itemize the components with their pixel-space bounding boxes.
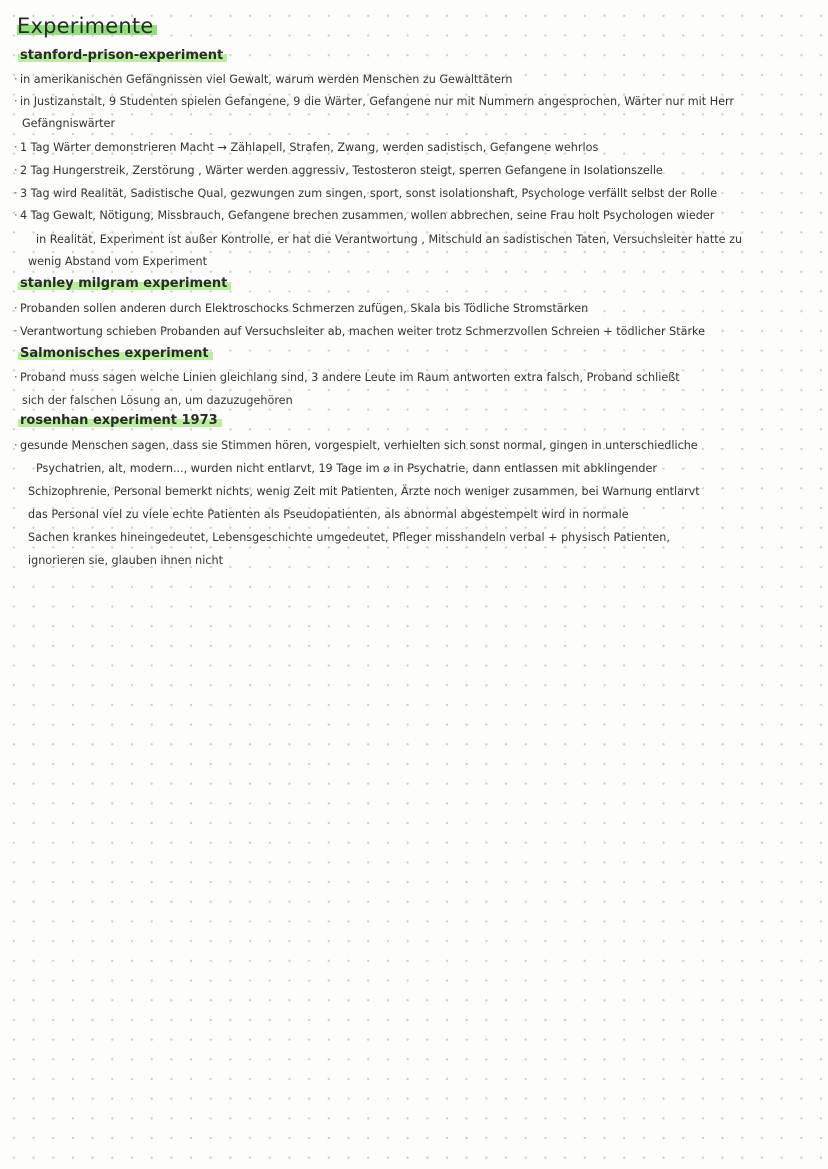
text-line: Sachen krankes hineingedeutet, Lebensgeschichte umgedeutet, Pfleger misshandeln verbal + physisch Patienten,: [28, 531, 670, 544]
bullet-dot: ·: [14, 325, 18, 338]
text-line: [14, 186, 717, 201]
bullet-dot: ·: [14, 302, 18, 315]
text-line: [14, 301, 588, 316]
line-text: in amerikanischen Gefängnissen viel Gewalt, warum werden Menschen zu Gewalttätern: [20, 73, 513, 86]
text-line: in Realität, Experiment ist außer Kontrolle, er hat die Verantwortung , Mitschuld an sadistischen Taten, Versuchsleiter hatte zu: [36, 233, 743, 246]
section-heading-milgram: stanley milgram experiment: [18, 276, 231, 291]
line-text: Proband muss sagen welche Linien gleichlang sind, 3 andere Leute im Raum antworten extra falsch, Proband schließt: [20, 371, 680, 384]
bullet-dot: ·: [14, 95, 18, 108]
bullet-dot: ·: [14, 164, 18, 177]
text-line: Schizophrenie, Personal bemerkt nichts, wenig Zeit mit Patienten, Ärzte noch weniger zusammen, bei Warnung entlarvt: [28, 485, 700, 498]
line-text: 3 Tag wird Realität, Sadistische Qual, gezwungen zum singen, sport, sonst isolationshaft, Psychologe verfällt selbst der Rolle: [20, 187, 718, 200]
bullet-dot: ·: [14, 73, 18, 86]
line-text: gesunde Menschen sagen, dass sie Stimmen hören, vorgespielt, verhielten sich sonst normal, gingen in unterschiedliche: [20, 439, 698, 452]
text-line: wenig Abstand vom Experiment: [28, 255, 208, 268]
text-line: sich der falschen Lösung an, um dazuzugehören: [22, 394, 293, 407]
line-text: 1 Tag Wärter demonstrieren Macht → Zählapell, Strafen, Zwang, werden sadistisch, Gefangene wehrlos: [20, 141, 599, 154]
text-line: [14, 163, 663, 178]
text-line: [14, 140, 598, 155]
line-text: Verantwortung schieben Probanden auf Versuchsleiter ab, machen weiter trotz Schmerzvollen Schreien + tödlicher Stärke: [20, 325, 706, 338]
bullet-dot: ·: [14, 371, 18, 384]
bullet-dot: ·: [14, 141, 18, 154]
text-line: Psychatrien, alt, modern..., wurden nicht entlarvt, 19 Tage im ⌀ in Psychatrie, dann entlassen mit abklingender: [36, 462, 657, 475]
section-heading-salmonisches: Salmonisches experiment: [18, 346, 213, 361]
text-line: [14, 438, 698, 453]
text-line: Gefängniswärter: [22, 117, 116, 130]
text-line: [14, 208, 714, 223]
section-heading-stanford: stanford-prison-experiment: [18, 48, 227, 63]
text-line: [14, 72, 512, 87]
page-title: Experimente: [17, 14, 157, 38]
bullet-dot: ·: [14, 209, 18, 222]
line-text: 2 Tag Hungerstreik, Zerstörung , Wärter werden aggressiv, Testosteron steigt, sperren Gefangene in Isolationszelle: [20, 164, 663, 177]
text-line: das Personal viel zu viele echte Patienten als Pseudopatienten, als abnormal abgestempelt wird in normale: [28, 508, 629, 521]
bullet-dot: ·: [14, 439, 18, 452]
bullet-dot: ·: [14, 187, 18, 200]
line-text: 4 Tag Gewalt, Nötigung, Missbrauch, Gefangene brechen zusammen, wollen abbrechen, seine Frau holt Psychologen wieder: [20, 209, 715, 222]
line-text: Probanden sollen anderen durch Elektroschocks Schmerzen zufügen, Skala bis Tödliche Stromstärken: [20, 302, 589, 315]
section-heading-rosenhan: rosenhan experiment 1973: [18, 413, 222, 428]
text-line: [14, 94, 734, 109]
text-line: [14, 370, 680, 385]
text-line: [14, 324, 705, 339]
text-line: ignorieren sie, glauben ihnen nicht: [28, 554, 223, 567]
line-text: in Justizanstalt, 9 Studenten spielen Gefangene, 9 die Wärter, Gefangene nur mit Nummern angesprochen, Wärter nur mit Herr: [20, 95, 734, 108]
